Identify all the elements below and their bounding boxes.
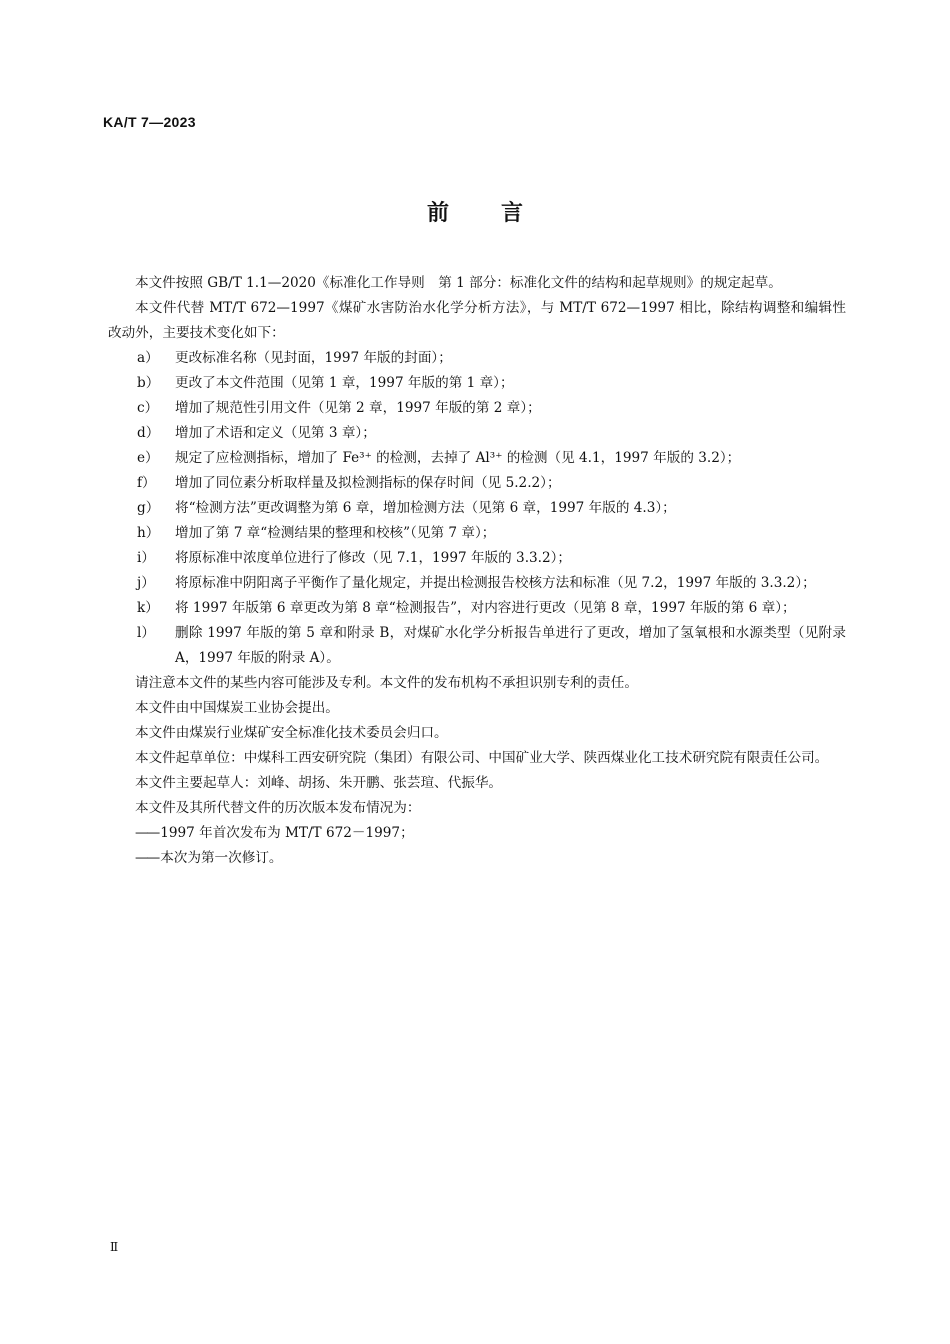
list-text: 更改了本文件范围（见第 1 章，1997 年版的第 1 章）； [175, 375, 514, 391]
list-text: 增加了同位素分析取样量及拟检测指标的保存时间（见 5.2.2）； [175, 475, 561, 491]
list-text: 增加了规范性引用文件（见第 2 章，1997 年版的第 2 章）； [175, 400, 541, 416]
page-title [0, 196, 950, 227]
list-item [108, 521, 846, 546]
history-text: 1997 年首次发布为 MT/T 672－1997； [160, 825, 414, 841]
list-marker: i） [137, 550, 155, 566]
list-text: 更改标准名称（见封面，1997 年版的封面）； [175, 350, 452, 366]
paragraph-history-intro: 本文件及其所代替文件的历次版本发布情况为： [135, 800, 421, 816]
list-marker: d） [137, 425, 160, 441]
list-item [108, 496, 846, 521]
list-marker: k） [137, 600, 159, 616]
list-item [108, 346, 846, 371]
list-text: 增加了术语和定义（见第 3 章）； [175, 425, 376, 441]
list-item [108, 421, 846, 446]
list-item [108, 571, 846, 596]
foreword-body [108, 271, 846, 871]
list-item [108, 471, 846, 496]
paragraph-replacement: 本文件代替 MT/T 672—1997《煤矿水害防治水化学分析方法》，与 MT/T 672—1997 相比，除结构调整和编辑性改动外，主要技术变化如下： [108, 300, 846, 341]
paragraph-committee: 本文件由煤炭行业煤矿安全标准化技术委员会归口。 [135, 725, 448, 741]
list-item [108, 446, 846, 471]
list-marker: a） [137, 350, 159, 366]
list-text: 将原标准中浓度单位进行了修改（见 7.1，1997 年版的 3.3.2）； [175, 550, 572, 566]
list-marker: l） [137, 625, 155, 641]
list-marker: c） [137, 400, 159, 416]
history-item [108, 821, 846, 846]
list-marker: f） [137, 475, 156, 491]
list-text: 规定了应检测指标，增加了 Fe³⁺ 的检测，去掉了 Al³⁺ 的检测（见 4.1，1997 年版的 3.2）； [175, 450, 741, 466]
title-char-1: 前 [426, 201, 449, 226]
list-item [108, 396, 846, 421]
paragraph-proposer: 本文件由中国煤炭工业协会提出。 [135, 700, 339, 716]
list-text: 将“检测方法”更改调整为第 6 章，增加检测方法（见第 6 章，1997 年版的 4.3）； [175, 500, 676, 516]
history-dash: —— [135, 850, 159, 866]
list-item [108, 621, 846, 671]
list-marker: e） [137, 450, 159, 466]
standard-code: KA/T 7—2023 [103, 114, 196, 130]
list-marker: g） [137, 500, 160, 516]
list-item [108, 371, 846, 396]
history-text: 本次为第一次修订。 [160, 850, 283, 866]
list-item [108, 596, 846, 621]
history-item [108, 846, 846, 871]
list-item [108, 546, 846, 571]
paragraph-drafting-rules: 本文件按照 GB/T 1.1—2020《标准化工作导则 第 1 部分：标准化文件的结构和起草规则》的规定起草。 [135, 275, 782, 291]
title-char-2: 言 [501, 201, 524, 226]
list-marker: b） [137, 375, 160, 391]
paragraph-drafters: 本文件主要起草人：刘峰、胡扬、朱开鹏、张芸瑄、代振华。 [135, 775, 503, 791]
list-text: 删除 1997 年版的第 5 章和附录 B，对煤矿水化学分析报告单进行了更改，增加了氢氧根和水源类型（见附录 A，1997 年版的附录 A）。 [175, 625, 846, 666]
changes-list [108, 346, 846, 671]
list-text: 将原标准中阴阳离子平衡作了量化规定，并提出检测报告校核方法和标准（见 7.2，1997 年版的 3.3.2）； [175, 575, 816, 591]
list-text: 增加了第 7 章“检测结果的整理和校核”（见第 7 章）； [175, 525, 496, 541]
list-marker: j） [137, 575, 155, 591]
paragraph-drafting-units: 本文件起草单位：中煤科工西安研究院（集团）有限公司、中国矿业大学、陕西煤业化工技术研究院有限责任公司。 [135, 750, 829, 766]
paragraph-patent-notice: 请注意本文件的某些内容可能涉及专利。本文件的发布机构不承担识别专利的责任。 [135, 675, 638, 691]
page-number: Ⅱ [110, 1240, 119, 1254]
list-marker: h） [137, 525, 160, 541]
history-dash: —— [135, 825, 159, 841]
list-text: 将 1997 年版第 6 章更改为第 8 章“检测报告”，对内容进行更改（见第 8 章，1997 年版的第 6 章）； [175, 600, 796, 616]
